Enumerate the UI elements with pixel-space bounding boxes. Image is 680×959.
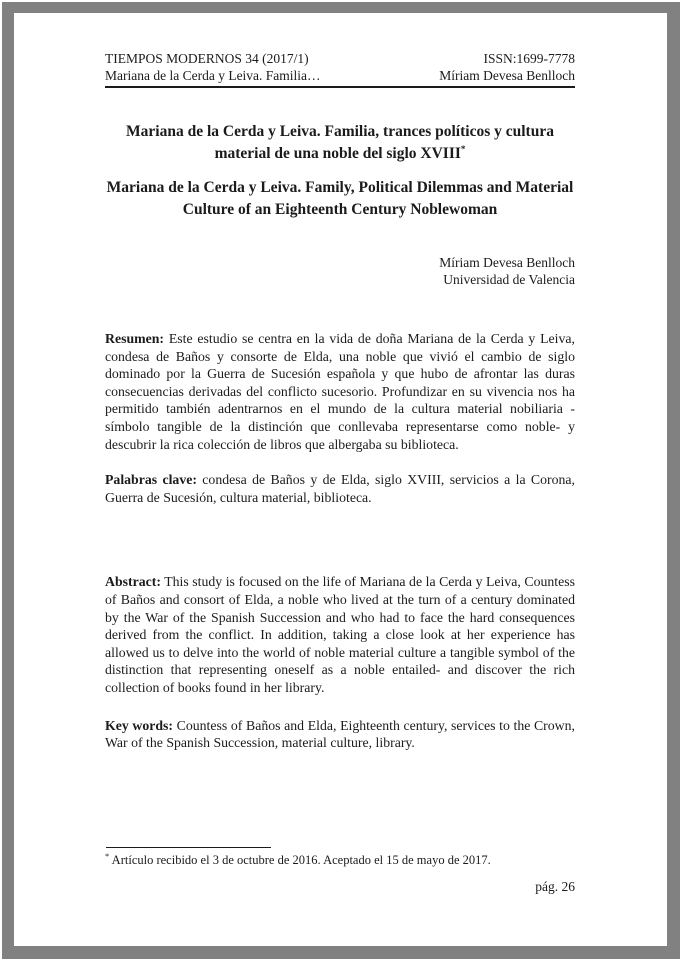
running-header-left bbox=[105, 50, 321, 84]
issn-number: ISSN:1699-7778 bbox=[483, 51, 575, 66]
abstract-label: Abstract: bbox=[105, 574, 161, 590]
author-block bbox=[105, 255, 575, 288]
author-name: Míriam Devesa Benlloch bbox=[439, 255, 575, 270]
abstract-paragraph bbox=[105, 573, 575, 696]
title-footnote-marker: * bbox=[460, 143, 466, 154]
key-words-paragraph bbox=[105, 717, 575, 752]
running-header-right bbox=[439, 50, 575, 84]
running-header bbox=[105, 50, 575, 88]
key-words-text: Countess of Baños and Elda, Eighteenth century, services to the Crown, War of the Spanish Succession, material culture, library. bbox=[105, 717, 575, 751]
footnote-block bbox=[105, 847, 575, 868]
article-short-title: Mariana de la Cerda y Leiva. Familia… bbox=[105, 68, 321, 83]
key-words-label: Key words: bbox=[105, 717, 174, 733]
paper-page bbox=[14, 13, 667, 946]
palabras-clave-paragraph bbox=[105, 471, 575, 506]
title-spanish bbox=[105, 121, 575, 165]
palabras-clave-label: Palabras clave: bbox=[105, 472, 197, 488]
palabras-clave-text: condesa de Baños y de Elda, siglo XVIII, servicios a la Corona, Guerra de Sucesión, cultura material, biblioteca. bbox=[105, 472, 575, 505]
resumen-text: Este estudio se centra en la vida de doña Mariana de la Cerda y Leiva, condesa de Baños y consorte de Elda, una noble que vivió el cambio de siglo dominado por la Guerra de Sucesión española y que hubo de afrontar las duras consecuencias derivadas del conflicto sucesorio. Profundizar en su vivencia nos ha permitido también adentrarnos en el mundo de la cultura material nobiliaria -símbolo tangible de la distinción que conllevaba representarse como noble- y descubrir la rica colección de libros que albergaba su biblioteca. bbox=[105, 331, 575, 452]
abstract-text: This study is focused on the life of Mariana de la Cerda y Leiva, Countess of Baños and consort of Elda, a noble who lived at the turn of a century dominated by the War of the Spanish Succession and who had to face the hard consequences derived from the conflict. In addition, taking a close look at her experience has allowed us to delve into the world of noble material culture a tangible symbol of the distinction that representing oneself as a noble entailed- and discover the rich collection of books found in her library. bbox=[105, 574, 575, 695]
page-content bbox=[14, 13, 667, 752]
footnote-marker: * bbox=[105, 850, 110, 861]
footnote-body: Artículo recibido el 3 de octubre de 2016. Aceptado el 15 de mayo de 2017. bbox=[109, 853, 491, 867]
page-number: pág. 26 bbox=[535, 879, 575, 894]
title-english: Mariana de la Cerda y Leiva. Family, Political Dilemmas and Material Culture of an Eighteenth Century Noblewoman bbox=[106, 179, 574, 218]
title-spanish-text: Mariana de la Cerda y Leiva. Familia, trances políticos y cultura material de una noble del siglo XVIII bbox=[126, 123, 554, 162]
author-affiliation: Universidad de Valencia bbox=[443, 271, 575, 287]
journal-title: TIEMPOS MODERNOS 34 (2017/1) bbox=[105, 51, 309, 66]
resumen-label: Resumen: bbox=[105, 331, 165, 346]
running-header-author: Míriam Devesa Benlloch bbox=[439, 68, 575, 83]
footnote-text bbox=[105, 852, 575, 868]
resumen-paragraph bbox=[105, 330, 575, 453]
footnote-separator-rule bbox=[106, 847, 271, 848]
